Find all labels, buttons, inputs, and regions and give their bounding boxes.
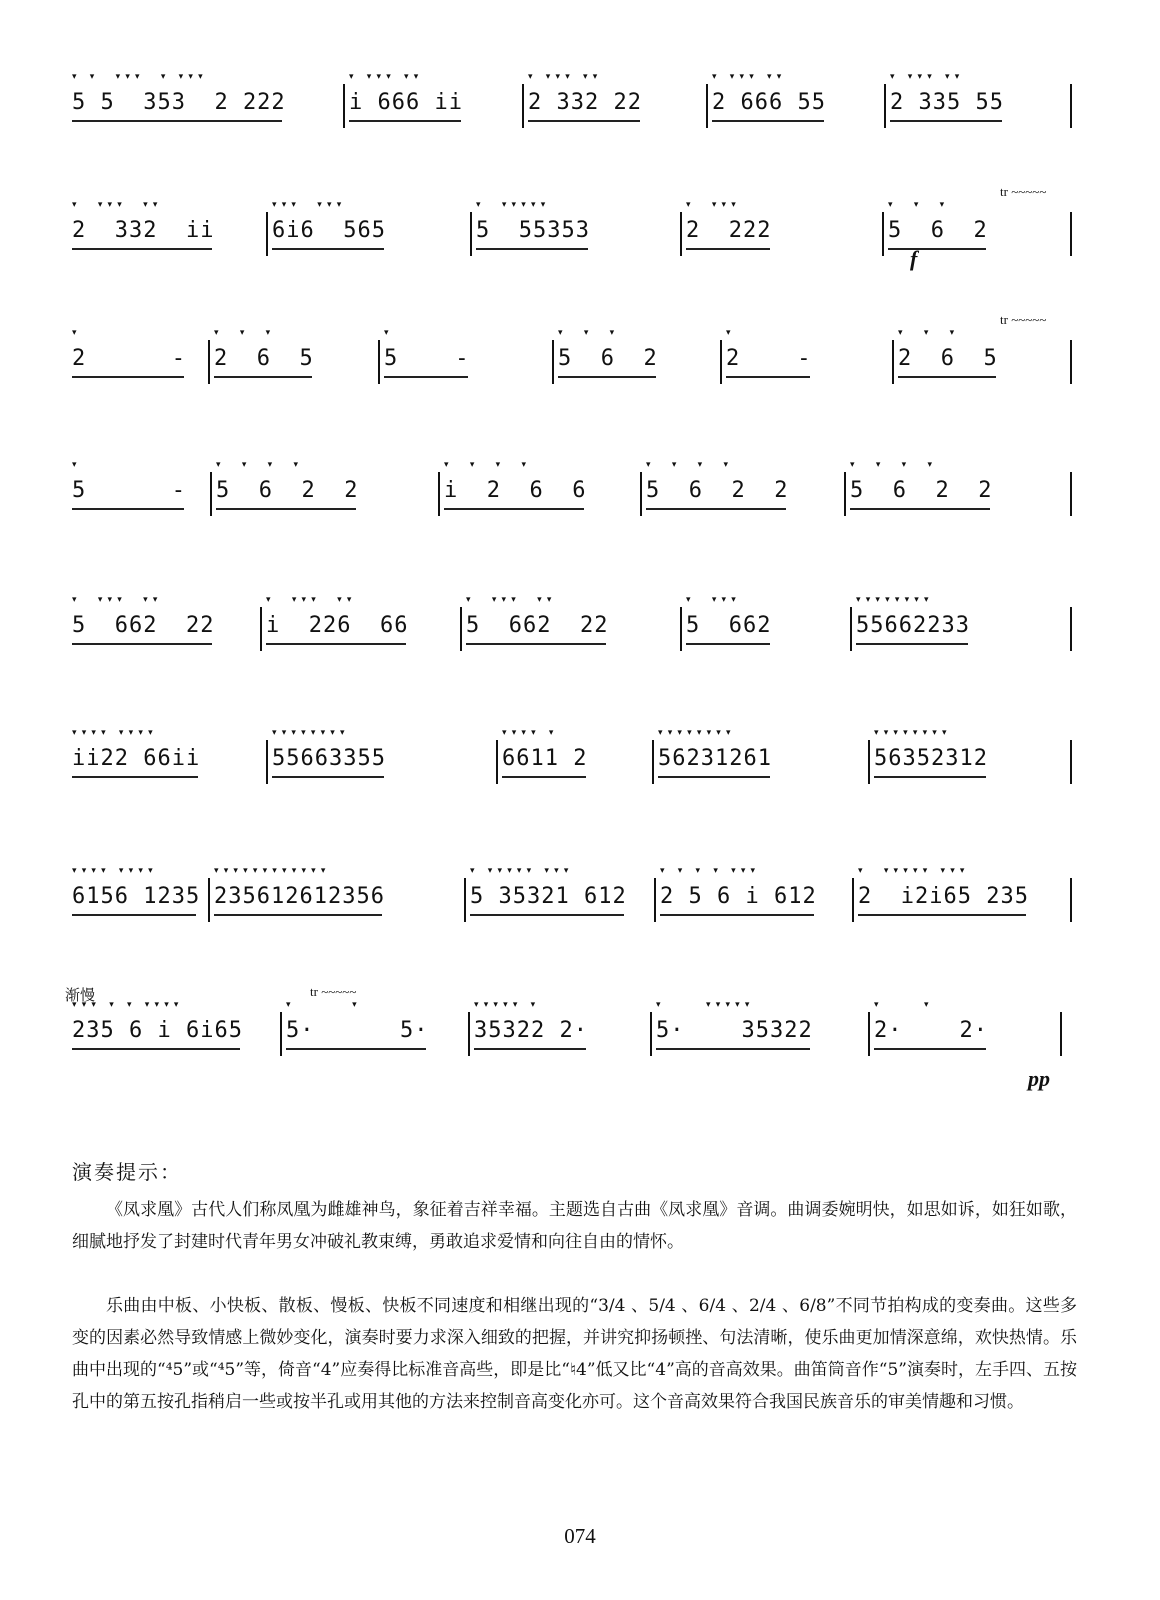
trill-mark: tr ~~~~~ [1000,312,1047,327]
measure-1: 5 5 353 2 222 [72,90,286,115]
beam-line [686,248,770,250]
measure-5: 5 6 2 [888,218,988,243]
measure-5: 2· 2· [874,1018,988,1043]
score-row-1 [60,62,1100,172]
bar-line [852,878,854,922]
octave-dots: ▾ ▾▾▾ ▾▾ [72,200,163,210]
beam-line [72,248,212,250]
bar-line [464,878,466,922]
measure-4: 2 666 55 [712,90,826,115]
beam-line [72,914,196,916]
hint-paragraph-1: 《凤求凰》古代人们称凤凰为雌雄神鸟，象征着吉祥幸福。主题选自古曲《凤求凰》音调。曲调委婉明快，如思如诉，如狂如歌，细腻地抒发了封建时代青年男女冲破礼教束缚，勇敢追求爱情和向往自由的情怀。 [72,1200,1077,1252]
octave-dots: ▾ ▾ ▾ [888,200,950,210]
beam-line [384,376,468,378]
bar-line [1070,472,1072,516]
hint-title: 演奏提示： [72,1160,182,1184]
beam-line [874,1048,986,1050]
octave-dots: ▾ ▾▾▾ [686,595,741,605]
measure-5: 2 335 55 [890,90,1004,115]
measure-4: 5· 35322 [656,1018,813,1043]
octave-dots: ▾ ▾▾▾▾▾ ▾▾▾ [858,866,970,876]
beam-line [686,643,770,645]
trill-mark: tr ~~~~~ [310,984,357,999]
octave-dots: ▾▾▾▾ ▾ [502,728,559,738]
dynamics-mark: f [910,246,918,271]
bar-line [850,607,852,651]
octave-dots: ▾▾▾▾▾▾▾▾ [856,595,934,605]
octave-dots: ▾ ▾ ▾ ▾ [646,460,734,470]
bar-line [654,878,656,922]
bar-line [868,740,870,784]
octave-dots: ▾ [72,460,139,470]
measure-3: 2 332 22 [528,90,642,115]
beam-line [476,248,588,250]
octave-dots: ▾ ▾▾▾▾▾ [476,200,551,210]
bar-line [1070,607,1072,651]
measure-3: 6611 2 [502,746,588,771]
beam-line [898,376,996,378]
measure-2: 6i6 565 [272,218,386,243]
octave-dots: ▾▾▾▾▾▾▾▾ [874,728,952,738]
bar-line [1070,740,1072,784]
measure-5: 56352312 [874,746,988,771]
octave-dots: ▾ ▾▾▾▾▾ [656,1000,755,1010]
octave-dots: ▾ ▾▾▾ ▾▾ [266,595,357,605]
measure-2: 55663355 [272,746,386,771]
octave-dots: ▾ ▾▾▾ ▾▾ [72,595,163,605]
measure-1: 5 - [72,478,186,503]
beam-line [712,120,824,122]
beam-line [72,508,184,510]
beam-line [72,1048,240,1050]
bar-line [266,740,268,784]
octave-dots: ▾▾▾▾▾▾▾▾ [658,728,736,738]
bar-line [280,1012,282,1056]
beam-line [272,776,384,778]
octave-dots: ▾ ▾ ▾ ▾ [444,460,532,470]
beam-line [286,1048,426,1050]
beam-line [660,914,814,916]
octave-dots: ▾ [726,328,777,338]
score-row-7 [60,856,1100,966]
bar-line [868,1012,870,1056]
measure-2: 5 6 2 2 [216,478,359,503]
bar-line [460,607,462,651]
bar-line [650,1012,652,1056]
bar-line [884,84,886,128]
octave-dots: ▾ ▾ ▾ ▾ [216,460,304,470]
measure-1: 235 6 i 6i65 [72,1018,243,1043]
octave-dots: ▾ ▾ ▾ ▾ ▾▾▾ [660,866,761,876]
octave-dots: ▾ [384,328,435,338]
octave-dots: ▾ ▾ [874,1000,942,1010]
measure-4: 2 5 6 i 612 [660,884,817,909]
octave-dots: ▾▾▾ ▾ ▾ ▾▾▾▾ [72,1000,184,1010]
octave-dots: ▾▾▾▾▾ ▾ [474,1000,549,1010]
bar-line [680,607,682,651]
score-row-8 [60,984,1100,1100]
measure-1: 6156 1235 [72,884,201,909]
measure-4: 5 6 2 [558,346,658,371]
beam-line [474,1048,586,1050]
trill-mark: tr ~~~~~ [1000,184,1047,199]
measure-2: 2 6 5 [214,346,314,371]
dynamics-mark: pp [1028,1066,1050,1091]
beam-line [72,376,184,378]
bar-line [1070,84,1072,128]
measure-4: 56231261 [658,746,772,771]
score-row-6 [60,718,1100,828]
beam-line [444,508,584,510]
octave-dots: ▾ ▾▾▾ ▾▾ [528,72,603,82]
beam-line [858,914,1026,916]
octave-dots: ▾ ▾ ▾ [898,328,960,338]
measure-2: 5· 5· [286,1018,429,1043]
beam-line [466,643,606,645]
beam-line [72,120,282,122]
measure-1: ii22 66ii [72,746,201,771]
octave-dots: ▾ ▾▾▾ ▾▾ [349,72,424,82]
beam-line [874,776,986,778]
bar-line [652,740,654,784]
bar-line [438,472,440,516]
measure-3: 5 55353 [476,218,590,243]
beam-line [272,248,384,250]
octave-dots: ▾▾▾▾ ▾▾▾▾ [72,728,158,738]
measure-3: 35322 2· [474,1018,588,1043]
octave-dots: ▾ ▾▾▾ ▾▾ [466,595,557,605]
beam-line [470,914,624,916]
bar-line [208,340,210,384]
octave-dots: ▾ ▾ ▾ [558,328,620,338]
bar-line [260,607,262,651]
bar-line [522,84,524,128]
beam-line [656,1048,810,1050]
octave-dots: ▾ ▾ ▾▾▾ ▾ ▾▾▾ [72,72,208,82]
bar-line [1060,1012,1062,1056]
beam-line [214,914,382,916]
beam-line [726,376,810,378]
bar-line [468,1012,470,1056]
beam-line [646,508,786,510]
octave-dots: ▾▾▾▾▾▾▾▾▾▾▾▾ [214,866,331,876]
measure-6: 2 6 5 [898,346,998,371]
octave-dots: ▾ ▾▾▾ ▾▾ [890,72,965,82]
beam-line [72,776,198,778]
beam-line [216,508,356,510]
bar-line [640,472,642,516]
bar-line [208,878,210,922]
beam-line [72,643,212,645]
measure-4: 5 6 2 2 [646,478,789,503]
bar-line [343,84,345,128]
measure-3: i 2 6 6 [444,478,587,503]
measure-5: 5 6 2 2 [850,478,993,503]
octave-dots: ▾▾▾▾▾▾▾▾ [272,728,350,738]
hint-paragraph-2: 乐曲由中板、小快板、散板、慢板、快板不同速度和相继出现的“3/4 、5/4 、6/4 、2/4 、6/8”不同节拍构成的变奏曲。这些多变的因素必然导致情感上微妙变化，演奏时要力求深入细致的把握，并讲究抑扬顿挫、句法清晰，使乐曲更加情深意绵，欢快热情。乐曲中出现的“⁴5”或“⁴5”等，倚音“4”应奏得比标准音高些，即是比“♮4”低又比“4”高的音高效果。曲笛筒音作“5”演奏时，左手四、五按孔中的第五按孔指稍启一些或按半孔或用其他的方法来控制音高变化亦可。这个音高效果符合我国民族音乐的审美情趣和习惯。 [72,1296,1077,1412]
beam-line [349,120,461,122]
bar-line [680,212,682,256]
measure-5: 2 - [726,346,812,371]
bar-line [266,212,268,256]
octave-dots: ▾▾▾▾ ▾▾▾▾ [72,866,158,876]
measure-1: 2 - [72,346,186,371]
octave-dots: ▾ ▾ ▾ ▾ [850,460,938,470]
measure-2: i 226 66 [266,613,409,638]
beam-line [850,508,990,510]
page-number: 074 [564,1524,596,1548]
measure-4: 2 222 [686,218,772,243]
octave-dots: ▾▾▾ ▾▾▾ [272,200,347,210]
bar-line [1070,340,1072,384]
measure-2: i 666 ii [349,90,463,115]
bar-line [720,340,722,384]
beam-line [502,776,586,778]
bar-line [706,84,708,128]
octave-dots: ▾ [72,328,139,338]
measure-3: 5 - [384,346,470,371]
beam-line [658,776,770,778]
measure-4: 5 662 [686,613,772,638]
bar-line [1070,878,1072,922]
beam-line [528,120,640,122]
score-row-5 [60,585,1100,695]
bar-line [844,472,846,516]
beam-line [558,376,656,378]
measure-2: 235612612356 [214,884,385,909]
bar-line [496,740,498,784]
score-row-4 [60,450,1100,560]
score-row-3 [60,312,1100,428]
beam-line [888,248,986,250]
bar-line [1070,212,1072,256]
octave-dots: ▾ ▾▾▾ ▾▾ [712,72,787,82]
score-row-2 [60,184,1100,300]
beam-line [856,643,968,645]
measure-5: 55662233 [856,613,970,638]
octave-dots: ▾ ▾▾▾▾▾ ▾▾▾ [470,866,574,876]
octave-dots: ▾ ▾ [286,1000,370,1010]
bar-line [892,340,894,384]
bar-line [552,340,554,384]
bar-line [378,340,380,384]
measure-3: 5 35321 612 [470,884,627,909]
beam-line [266,643,406,645]
measure-1: 5 662 22 [72,613,215,638]
tempo-mark: 渐慢 [65,987,96,1004]
measure-5: 2 i2i65 235 [858,884,1029,909]
beam-line [214,376,312,378]
bar-line [882,212,884,256]
beam-line [890,120,1002,122]
measure-3: 5 662 22 [466,613,609,638]
octave-dots: ▾ ▾ ▾ [214,328,276,338]
bar-line [470,212,472,256]
bar-line [210,472,212,516]
measure-1: 2 332 ii [72,218,215,243]
octave-dots: ▾ ▾▾▾ [686,200,741,210]
